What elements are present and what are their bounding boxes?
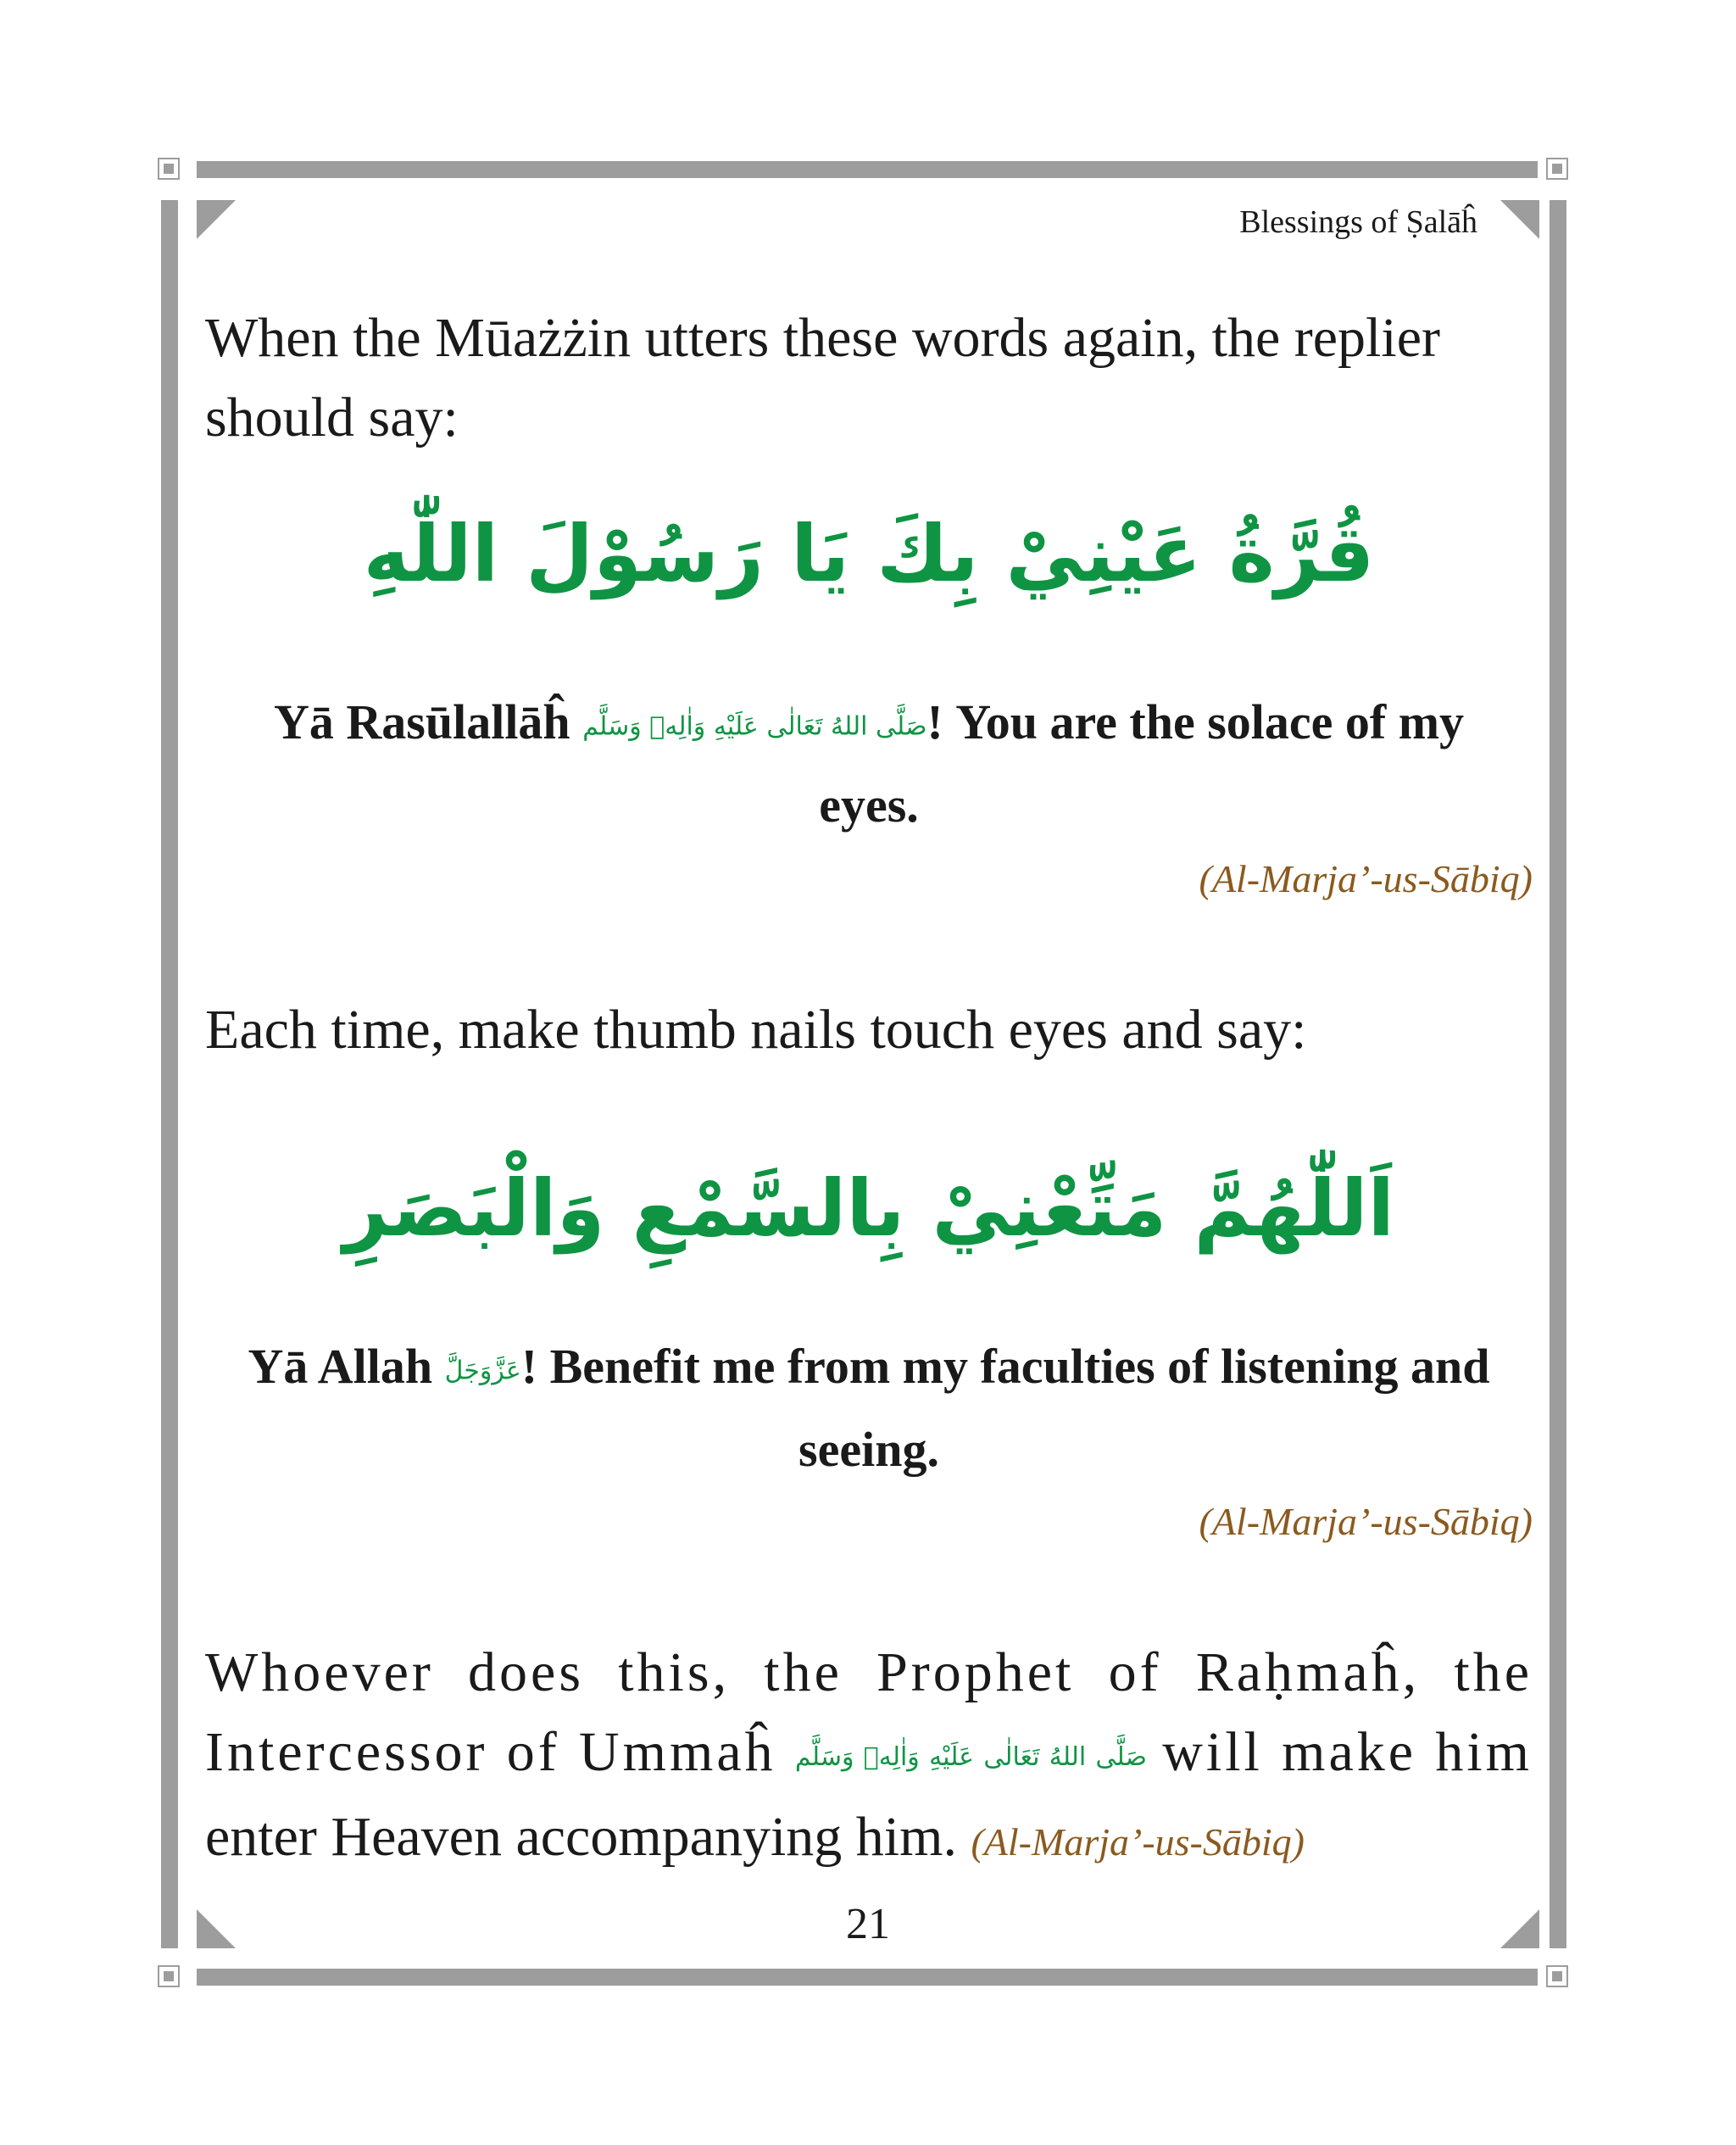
paragraph-virtue-line-2-before: Intercessor of Ummaĥ: [205, 1721, 795, 1783]
paragraph-instruction: Each time, make thumb nails touch eyes and say:: [205, 999, 1307, 1061]
translation-2: [203, 1328, 1534, 1489]
frame-corner-tr: [1552, 164, 1562, 174]
reference-1: (Al-Marja’-us-Sābiq): [1199, 857, 1533, 900]
paragraph-virtue-line-2-after: will make him: [1146, 1721, 1533, 1783]
translation-1-after: ! You are the solace of my eyes.: [819, 694, 1465, 833]
running-header: Blessings of Ṣalāĥ: [1239, 204, 1477, 240]
frame-bottom-bar: [197, 1969, 1538, 1986]
honorific-azzawajal: عَزَّوَجَلَّ: [444, 1356, 521, 1386]
translation-1-before: Yā Rasūlallāĥ: [273, 694, 583, 749]
honorific-salawat-2: صَلَّى اللهُ تَعَالٰى عَلَيْهِ وَاٰلِهٖ وَسَلَّم: [794, 1741, 1147, 1772]
page-number: 21: [846, 1900, 890, 1948]
paragraph-intro: When the Mūażżin utters these words again, the replier should say:: [205, 307, 1440, 448]
paragraph-virtue-line-3-text: enter Heaven accompanying him.: [205, 1805, 971, 1868]
arabic-supplication-1: قُرَّةُ عَيْنِيْ بِكَ يَا رَسُوْلَ اللّٰهِ: [363, 509, 1375, 599]
translation-2-before: Yā Allah: [248, 1339, 445, 1394]
arabic-supplication-2: اَللّٰهُمَّ مَتِّعْنِيْ بِالسَّمْعِ وَالْبَصَرِ: [342, 1163, 1395, 1254]
paragraph-virtue-line-2: [205, 1713, 1533, 1797]
frame-right-bar: [1550, 200, 1566, 1948]
honorific-salawat-1: صَلَّى اللهُ تَعَالٰى عَلَيْهِ وَاٰلِهٖ وَسَلَّم: [582, 711, 927, 742]
frame-top-bar: [197, 161, 1538, 178]
frame-triangle-tl: [197, 200, 236, 239]
frame-left-bar: [161, 200, 178, 1948]
frame-triangle-tr: [1500, 200, 1539, 239]
paragraph-virtue-line-1: Whoever does this, the Prophet of Raḥmaĥ, the: [205, 1641, 1533, 1703]
reference-3: (Al-Marja’-us-Sābiq): [971, 1819, 1305, 1864]
translation-1: [254, 683, 1483, 844]
paragraph-virtue-line-3: [205, 1797, 1533, 1882]
reference-2: (Al-Marja’-us-Sābiq): [1199, 1500, 1533, 1543]
frame-corner-tl: [164, 164, 174, 174]
frame-corner-bl: [164, 1971, 174, 1981]
translation-2-after: ! Benefit me from my faculties of listening and seeing.: [520, 1339, 1490, 1477]
frame-corner-br: [1552, 1971, 1562, 1981]
